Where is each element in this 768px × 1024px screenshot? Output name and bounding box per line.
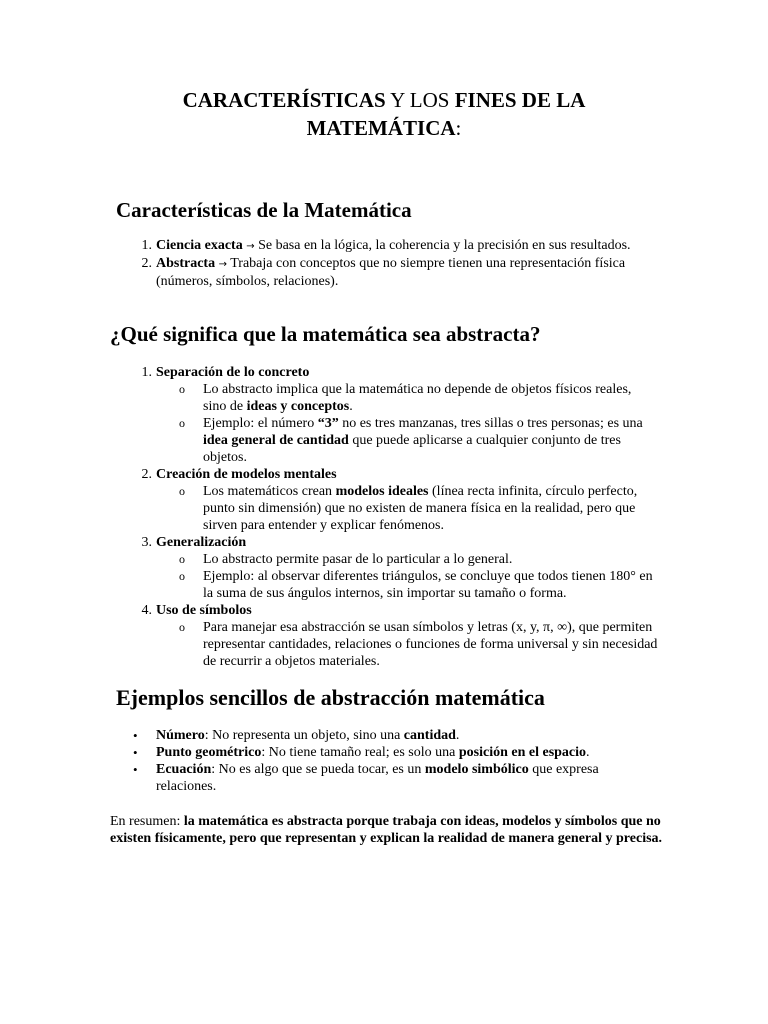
circle-bullet-icon: o xyxy=(179,382,185,396)
sub-text: (línea recta infinita, círculo perfecto, punto sin dimensión) que no existen de manera física en la realidad, pero que sirven para entender y explicar fenómenos. xyxy=(203,484,638,533)
title-part: MATEMÁTICA xyxy=(306,116,456,140)
sub-text: que puede aplicarse a cualquier conjunto de tres objetos. xyxy=(203,433,621,465)
sub-item xyxy=(0,381,768,415)
item-number: 2. xyxy=(141,467,152,482)
circle-bullet-icon: o xyxy=(179,552,185,566)
summary-paragraph xyxy=(110,813,670,847)
circle-bullet-icon: o xyxy=(179,416,185,430)
abstracta-list xyxy=(0,364,768,670)
item-text: Trabaja con conceptos que no siempre tienen una representación física (números, símbolos, relaciones). xyxy=(156,256,626,289)
item-title: Creación de modelos mentales xyxy=(156,467,337,482)
circle-bullet-icon: o xyxy=(179,569,185,583)
item-number: 1. xyxy=(141,238,152,253)
item-term: Número xyxy=(156,728,205,743)
list-item xyxy=(0,237,768,255)
title-part: Y LOS xyxy=(385,88,455,112)
sub-text: no es tres manzanas, tres sillas o tres personas; es una xyxy=(338,416,643,431)
item-text: que expresa relaciones. xyxy=(156,762,599,794)
sub-item xyxy=(0,415,768,466)
item-number: 4. xyxy=(141,603,152,618)
sub-text: Ejemplo: al observar diferentes triángulos, se concluye que todos tienen 180° en la suma de sus ángulos internos, sin importar su tamaño o forma. xyxy=(203,569,653,601)
list-item xyxy=(0,727,768,744)
bullet-icon: • xyxy=(133,728,138,743)
summary-end: . xyxy=(658,831,663,846)
sub-text: Lo abstracto permite pasar de lo particular a lo general. xyxy=(203,552,513,567)
list-item xyxy=(0,744,768,761)
list-item xyxy=(0,255,768,290)
sub-bold: idea general de cantidad xyxy=(203,433,349,448)
list-item xyxy=(0,364,768,381)
title-part: CARACTERÍSTICAS xyxy=(182,88,386,112)
list-item xyxy=(0,466,768,483)
title-part: FINES DE LA xyxy=(454,88,586,112)
title-part: : xyxy=(455,116,462,140)
item-text: : No representa un objeto, sino una xyxy=(204,728,404,743)
list-item xyxy=(0,761,768,795)
caracteristicas-list xyxy=(0,237,768,290)
item-title: Separación de lo concreto xyxy=(156,365,310,380)
sub-item xyxy=(0,551,768,568)
item-title: Uso de símbolos xyxy=(156,603,252,618)
right-arrow-icon: → xyxy=(246,241,255,252)
item-bold: posición en el espacio xyxy=(458,745,587,760)
bullet-icon: • xyxy=(133,745,138,760)
item-text: : No tiene tamaño real; es solo una xyxy=(261,745,459,760)
sub-item xyxy=(0,568,768,602)
sub-item xyxy=(0,483,768,534)
item-bold: cantidad xyxy=(403,728,456,743)
item-bold: modelo simbólico xyxy=(424,762,529,777)
item-number: 2. xyxy=(141,256,152,271)
summary-lead: En resumen: xyxy=(110,814,184,829)
sub-bold: “3” xyxy=(317,416,339,431)
section-heading-abstracta: ¿Qué significa que la matemática sea abstracta? xyxy=(110,322,541,346)
section-heading-caracteristicas: Características de la Matemática xyxy=(116,198,412,222)
sub-text: Los matemáticos crean xyxy=(203,484,336,499)
section-heading-ejemplos: Ejemplos sencillos de abstracción matemática xyxy=(116,685,545,710)
item-text: . xyxy=(586,745,590,760)
item-title: Generalización xyxy=(156,535,247,550)
sub-text: Lo abstracto implica que la matemática no depende de objetos físicos reales, sino de xyxy=(203,382,632,414)
item-text: . xyxy=(455,728,460,743)
circle-bullet-icon: o xyxy=(179,620,185,634)
sub-bold: ideas y conceptos xyxy=(246,399,350,414)
list-item xyxy=(0,602,768,619)
item-term: Abstracta xyxy=(156,256,216,271)
item-term: Ciencia exacta xyxy=(156,238,243,253)
item-text: Se basa en la lógica, la coherencia y la precisión en sus resultados. xyxy=(254,238,631,253)
sub-text: . xyxy=(349,399,353,414)
sub-bold: modelos ideales xyxy=(335,484,429,499)
right-arrow-icon: → xyxy=(218,259,227,270)
document-title xyxy=(110,86,658,142)
bullet-icon: • xyxy=(133,762,138,777)
item-number: 1. xyxy=(141,365,152,380)
item-text: : No es algo que se pueda tocar, es un xyxy=(211,762,425,777)
sub-text: Ejemplo: el número xyxy=(203,416,318,431)
list-item xyxy=(0,534,768,551)
sub-item xyxy=(0,619,768,670)
summary-bold: la matemática es abstracta porque trabaja con ideas, modelos y símbolos que no existen físicamente, pero que representan y explican la realidad de manera general y precisa xyxy=(110,814,661,846)
ejemplos-list xyxy=(0,727,768,795)
item-term: Ecuación xyxy=(156,762,212,777)
item-term: Punto geométrico xyxy=(156,745,262,760)
item-number: 3. xyxy=(141,535,152,550)
sub-text: Para manejar esa abstracción se usan símbolos y letras (x, y, π, ∞), que permiten representar cantidades, relaciones o funciones de forma universal y sin necesidad de recurrir a objetos materiales. xyxy=(203,620,658,669)
circle-bullet-icon: o xyxy=(179,484,185,498)
